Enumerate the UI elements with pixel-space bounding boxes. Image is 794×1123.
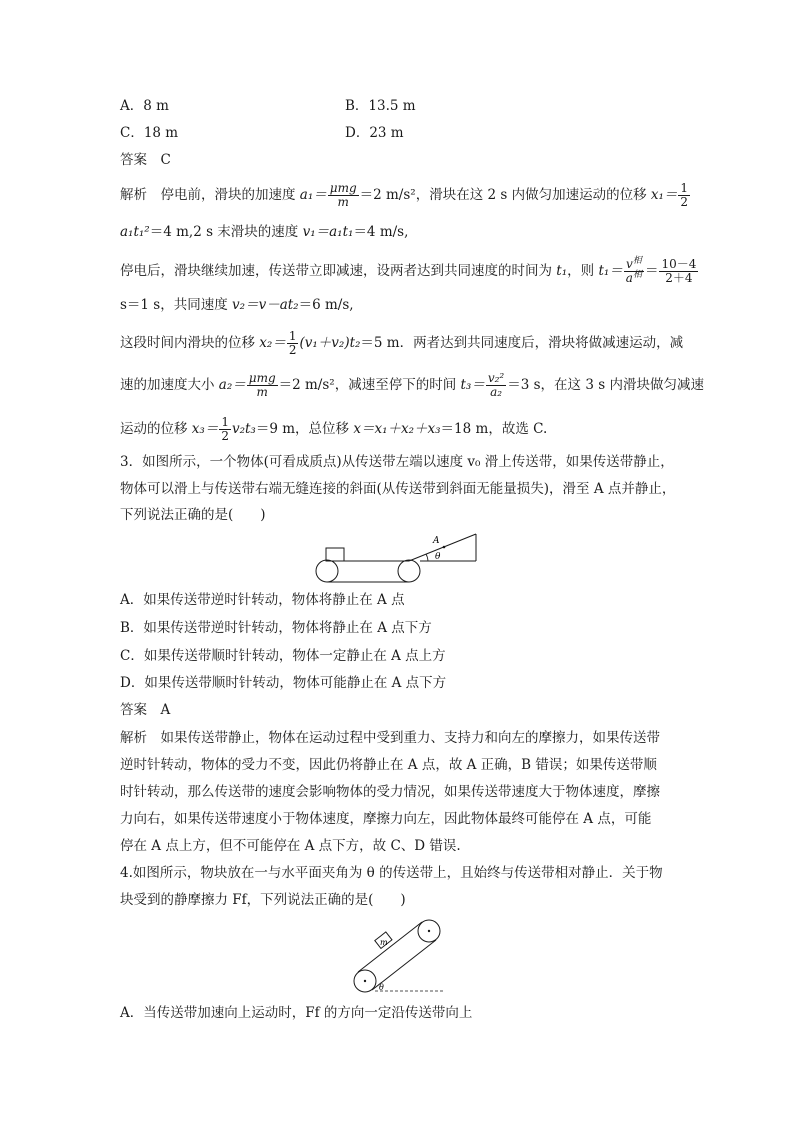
- q3-solution-line2: 逆时针转动，物体的受力不变，因此仍将静止在 A 点，故 A 正确，B 错误；如果传送带顺: [120, 757, 657, 773]
- q3-solution-line3: 时针转动，那么传送带的速度会影响物体的受力情况，如果传送带速度大于物体速度，摩擦: [120, 784, 660, 800]
- q4-option-a: A．当传送带加速向上运动时，Ff 的方向一定沿传送带向上: [120, 1005, 473, 1021]
- solution-q2-line5: 这段时间内滑块的位移 x₂＝ $\frac{1}{2}$ (v₁＋v₂)t₂＝5 m．两者达到共同速度后，滑块将做减速运动，减: [120, 329, 684, 357]
- theta-label: θ: [435, 552, 441, 562]
- option-a: A．8 m: [120, 98, 169, 114]
- q4-stem-line2: 块受到的静摩擦力 Ff，下列说法正确的是( ): [120, 892, 406, 908]
- option-c: C．18 m: [120, 125, 179, 141]
- option-b: B．13.5 m: [345, 98, 416, 114]
- q4-stem-line1: 4.如图所示，物块放在一与水平面夹角为 θ 的传送带上，且始终与传送带相对静止．关于物: [120, 865, 663, 881]
- theta-label: θ: [379, 983, 384, 992]
- q3-solution-line4: 力向右，如果传送带速度小于物体速度，摩擦力向左，因此物体最终可能停在 A 点，可能: [120, 811, 652, 827]
- angle-arc: [426, 554, 428, 561]
- point-a-label: A: [433, 536, 440, 546]
- incline-slope: [409, 534, 476, 561]
- q3-figure: [310, 530, 485, 585]
- lower-pulley-axle: [364, 980, 366, 982]
- solution-q2-line1: 解析 停电前，滑块的加速度 a₁＝ $\frac{\text{μmg}}{m}$ ＝2 m/s²，滑块在这 2 s 内做匀加速运动的位移 x₁＝ $\frac{1}{2}$: [120, 181, 689, 209]
- belt-upper: [358, 922, 422, 972]
- solution-q2-line2: a₁t₁²＝4 m,2 s 末滑块的速度 v₁＝a₁t₁＝4 m/s,: [120, 224, 409, 240]
- q3-option-a: A．如果传送带逆时针转动，物体将静止在 A 点: [120, 592, 405, 608]
- solution-q2-line3: 停电后，滑块继续加速，传送带立即减速，设两者达到共同速度的时间为 t₁，则 t₁＝ $\frac{v^相}{a^相}$ ＝ $\frac{10-4}{2+4}$: [120, 256, 697, 285]
- q3-option-d: D．如果传送带顺时针转动，物体可能静止在 A 点下方: [120, 675, 447, 691]
- q3-option-b: B．如果传送带逆时针转动，物体将静止在 A 点下方: [120, 620, 432, 636]
- q3-solution-line5: 停在 A 点上方，但不可能停在 A 点下方，故 C、D 错误.: [120, 838, 461, 854]
- solution-q2-line4: s＝1 s，共同速度 v₂＝v－at₂＝6 m/s,: [120, 297, 354, 313]
- answer-q2: 答案 C: [120, 152, 171, 168]
- option-d: D．23 m: [345, 125, 404, 141]
- q3-option-c: C．如果传送带顺时针转动，物体一定静止在 A 点上方: [120, 648, 446, 664]
- q3-solution-line1: 解析 如果传送带静止，物体在运动过程中受到重力、支持力和向左的摩擦力，如果传送带: [120, 730, 660, 746]
- q3-stem-line3: 下列说法正确的是( ): [120, 507, 266, 523]
- answer-q3: 答案 A: [120, 702, 171, 718]
- q3-stem-line2: 物体可以滑上与传送带右端无缝连接的斜面(从传送带到斜面无能量损失)，滑至 A 点并静止，: [120, 481, 676, 497]
- block-m-label: m: [380, 938, 388, 947]
- block: [326, 548, 344, 561]
- upper-pulley-axle: [428, 930, 430, 932]
- point-a-dot: [443, 546, 446, 549]
- q3-stem-line1: 3．如图所示，一个物体(可看成质点)从传送带左端以速度 v₀ 滑上传送带，如果传送带静止，: [120, 454, 674, 470]
- q4-figure: [345, 913, 480, 995]
- solution-q2-line6: 速的加速度大小 a₂＝ $\frac{\text{μmg}}{m}$ ＝2 m/s²，减速至停下的时间 t₃＝ $\frac{\text{v₂²}}{\text{a₂}}$ ＝3 s，在这 3 s 内滑块做匀减速: [120, 371, 704, 399]
- solution-q2-line7: 运动的位移 x₃＝ $\frac{1}{2}$ v₂t₃＝9 m，总位移 x＝x₁＋x₂＋x₃＝18 m，故选 C.: [120, 415, 548, 443]
- right-pulley: [398, 560, 420, 582]
- left-pulley: [316, 560, 338, 582]
